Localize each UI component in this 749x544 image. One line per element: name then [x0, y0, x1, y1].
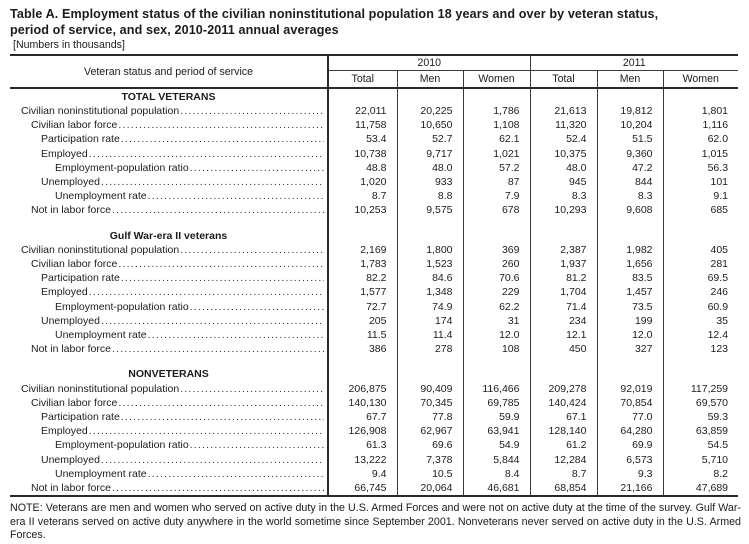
dot-leader: [148, 467, 324, 481]
cell-value: 2,169: [328, 243, 397, 257]
cell-value: 90,409: [397, 382, 463, 396]
cell-value: 12.0: [597, 328, 663, 342]
cell-value: 101: [663, 175, 738, 189]
cell-value: 1,577: [328, 285, 397, 299]
cell-value: 70,854: [597, 396, 663, 410]
dot-leader: [101, 453, 324, 467]
cell-value: 844: [597, 175, 663, 189]
cell-value: 11,320: [530, 118, 597, 132]
cell-value: 10,650: [397, 118, 463, 132]
cell-value: 369: [463, 243, 530, 257]
cell-value: 386: [328, 342, 397, 356]
cell-value: 10,293: [530, 203, 597, 217]
cell-value: 12.1: [530, 328, 597, 342]
table-body: [10, 88, 738, 496]
dot-leader: [190, 300, 324, 314]
cell-value: 174: [397, 314, 463, 328]
cell-value: 9,717: [397, 147, 463, 161]
cell-value: 20,225: [397, 104, 463, 118]
cell-value: 8.2: [663, 467, 738, 481]
cell-value: 61.2: [530, 438, 597, 452]
cell-value: 450: [530, 342, 597, 356]
cell-value: 77.8: [397, 410, 463, 424]
cell-value: 209,278: [530, 382, 597, 396]
row-label: Employment-population ratio: [55, 439, 189, 452]
row-label-cell: [10, 104, 328, 118]
cell-value: 1,457: [597, 285, 663, 299]
cell-value: 53.4: [328, 132, 397, 146]
column-header-men-2010: Men: [397, 70, 463, 88]
year-header-2010: 2010: [328, 55, 530, 70]
cell-value: 77.0: [597, 410, 663, 424]
row-label: Not in labor force: [31, 482, 111, 495]
dot-leader: [148, 189, 324, 203]
table-row: [10, 189, 738, 203]
row-label-cell: [10, 396, 328, 410]
cell-value: 128,140: [530, 424, 597, 438]
cell-value: 62.1: [463, 132, 530, 146]
cell-value: 62.2: [463, 300, 530, 314]
empty-cell: [663, 88, 738, 104]
cell-value: 229: [463, 285, 530, 299]
cell-value: 52.7: [397, 132, 463, 146]
cell-value: 405: [663, 243, 738, 257]
row-label-cell: [10, 271, 328, 285]
cell-value: 1,783: [328, 257, 397, 271]
table-row: [10, 285, 738, 299]
cell-value: 1,656: [597, 257, 663, 271]
dot-leader: [112, 481, 324, 495]
cell-value: 47.2: [597, 161, 663, 175]
table-title: [10, 7, 738, 38]
row-label-cell: [10, 467, 328, 481]
cell-value: 63,859: [663, 424, 738, 438]
cell-value: 51.5: [597, 132, 663, 146]
dot-leader: [101, 175, 324, 189]
dot-leader: [118, 257, 324, 271]
cell-value: 278: [397, 342, 463, 356]
dot-leader: [121, 132, 324, 146]
cell-value: 678: [463, 203, 530, 217]
cell-value: 205: [328, 314, 397, 328]
cell-value: 84.6: [397, 271, 463, 285]
dot-leader: [118, 118, 324, 132]
row-label-cell: [10, 285, 328, 299]
table-header: [10, 55, 738, 88]
cell-value: 327: [597, 342, 663, 356]
cell-value: 48.0: [397, 161, 463, 175]
cell-value: 246: [663, 285, 738, 299]
empty-cell: [328, 88, 397, 104]
row-label: Civilian labor force: [31, 396, 118, 409]
cell-value: 64,280: [597, 424, 663, 438]
row-label-cell: [10, 118, 328, 132]
table-row: [10, 243, 738, 257]
row-label: Participation rate: [41, 133, 120, 146]
cell-value: 10.5: [397, 467, 463, 481]
cell-value: 61.3: [328, 438, 397, 452]
cell-value: 260: [463, 257, 530, 271]
stub-header: Veteran status and period of service: [10, 55, 328, 88]
cell-value: 70.6: [463, 271, 530, 285]
row-label: Participation rate: [41, 411, 120, 424]
cell-value: 206,875: [328, 382, 397, 396]
footnote: NOTE: Veterans are men and women who served on active duty in the U.S. Armed Forces and were not on active duty at the time of the survey. Gulf War-era II veterans served on active duty anywhere in the world sometime since September 2001. Nonveterans never served on active duty in the U.S. Armed Forces.: [10, 502, 741, 542]
cell-value: 140,424: [530, 396, 597, 410]
table-row: [10, 481, 738, 496]
table-row: [10, 300, 738, 314]
table-row: [10, 203, 738, 217]
cell-value: 57.2: [463, 161, 530, 175]
row-label: Unemployment rate: [55, 467, 147, 480]
cell-value: 13,222: [328, 453, 397, 467]
cell-value: 52.4: [530, 132, 597, 146]
dot-leader: [112, 342, 324, 356]
row-label-cell: [10, 410, 328, 424]
row-label-cell: [10, 424, 328, 438]
cell-value: 123: [663, 342, 738, 356]
cell-value: 92,019: [597, 382, 663, 396]
row-label: Civilian labor force: [31, 119, 118, 132]
cell-value: 54.9: [463, 438, 530, 452]
cell-value: 1,800: [397, 243, 463, 257]
row-label-cell: [10, 300, 328, 314]
row-label: Unemployment rate: [55, 190, 147, 203]
row-label: Not in labor force: [31, 204, 111, 217]
dot-leader: [180, 104, 324, 118]
row-label: Unemployed: [41, 314, 100, 327]
cell-value: 87: [463, 175, 530, 189]
cell-value: 19,812: [597, 104, 663, 118]
dot-leader: [101, 314, 324, 328]
row-label-cell: [10, 342, 328, 356]
table-row: [10, 438, 738, 452]
dot-leader: [148, 328, 324, 342]
cell-value: 56.3: [663, 161, 738, 175]
cell-value: 82.2: [328, 271, 397, 285]
cell-value: 1,348: [397, 285, 463, 299]
row-label: Civilian noninstitutional population: [21, 105, 180, 117]
cell-value: 11.5: [328, 328, 397, 342]
row-label-cell: [10, 161, 328, 175]
section-heading: TOTAL VETERANS: [10, 88, 328, 104]
cell-value: 68,854: [530, 481, 597, 496]
empty-cell: [328, 218, 397, 243]
table-row: [10, 104, 738, 118]
cell-value: 48.0: [530, 161, 597, 175]
cell-value: 933: [397, 175, 463, 189]
table-row: [10, 161, 738, 175]
cell-value: 1,108: [463, 118, 530, 132]
cell-value: 47,689: [663, 481, 738, 496]
empty-cell: [597, 88, 663, 104]
cell-value: 12,284: [530, 453, 597, 467]
cell-value: 54.5: [663, 438, 738, 452]
cell-value: 5,844: [463, 453, 530, 467]
empty-cell: [663, 218, 738, 243]
row-label: Not in labor force: [31, 343, 111, 356]
cell-value: 126,908: [328, 424, 397, 438]
cell-value: 63,941: [463, 424, 530, 438]
row-label: Civilian noninstitutional population: [21, 243, 180, 256]
table-title-line2: period of service, and sex, 2010-2011 annual averages: [10, 22, 339, 37]
cell-value: 8.3: [597, 189, 663, 203]
cell-value: 74.9: [397, 300, 463, 314]
cell-value: 62.0: [663, 132, 738, 146]
cell-value: 8.8: [397, 189, 463, 203]
cell-value: 9,360: [597, 147, 663, 161]
cell-value: 7,378: [397, 453, 463, 467]
cell-value: 9,575: [397, 203, 463, 217]
cell-value: 1,982: [597, 243, 663, 257]
empty-cell: [397, 218, 463, 243]
empty-cell: [463, 88, 530, 104]
cell-value: 59.9: [463, 410, 530, 424]
cell-value: 140,130: [328, 396, 397, 410]
cell-value: 22,011: [328, 104, 397, 118]
table-row: [10, 396, 738, 410]
empty-cell: [530, 218, 597, 243]
dot-leader: [180, 243, 324, 257]
empty-cell: [397, 356, 463, 381]
table-row: [10, 342, 738, 356]
cell-value: 945: [530, 175, 597, 189]
cell-value: 1,116: [663, 118, 738, 132]
dot-leader: [112, 203, 324, 217]
cell-value: 1,801: [663, 104, 738, 118]
cell-value: 69,785: [463, 396, 530, 410]
cell-value: 9.4: [328, 467, 397, 481]
column-header-total-2011: Total: [530, 70, 597, 88]
dot-leader: [89, 424, 324, 438]
table-row: [10, 175, 738, 189]
section-heading-row: [10, 218, 738, 243]
cell-value: 21,166: [597, 481, 663, 496]
row-label-cell: [10, 314, 328, 328]
cell-value: 7.9: [463, 189, 530, 203]
cell-value: 199: [597, 314, 663, 328]
cell-value: 69,570: [663, 396, 738, 410]
dot-leader: [121, 271, 324, 285]
row-label: Civilian labor force: [31, 258, 118, 271]
table-row: [10, 410, 738, 424]
empty-cell: [463, 356, 530, 381]
cell-value: 60.9: [663, 300, 738, 314]
row-label-cell: [10, 453, 328, 467]
cell-value: 1,020: [328, 175, 397, 189]
cell-value: 12.0: [463, 328, 530, 342]
empty-cell: [597, 218, 663, 243]
cell-value: 281: [663, 257, 738, 271]
row-label: Unemployed: [41, 453, 100, 466]
row-label-cell: [10, 382, 328, 396]
row-label-cell: [10, 438, 328, 452]
table-title-line1: Table A. Employment status of the civilian noninstitutional population 18 years and over by veteran status,: [10, 7, 659, 21]
table-row: [10, 271, 738, 285]
cell-value: 10,375: [530, 147, 597, 161]
row-label-cell: [10, 175, 328, 189]
cell-value: 11.4: [397, 328, 463, 342]
section-heading: Gulf War-era II veterans: [10, 218, 328, 243]
empty-cell: [328, 356, 397, 381]
year-header-2011: 2011: [530, 55, 738, 70]
cell-value: 2,387: [530, 243, 597, 257]
cell-value: 48.8: [328, 161, 397, 175]
cell-value: 46,681: [463, 481, 530, 496]
table-row: [10, 424, 738, 438]
cell-value: 1,704: [530, 285, 597, 299]
section-heading: NONVETERANS: [10, 356, 328, 381]
table-row: [10, 257, 738, 271]
row-label: Employed: [41, 286, 88, 299]
row-label: Employed: [41, 425, 88, 438]
cell-value: 69.5: [663, 271, 738, 285]
cell-value: 8.4: [463, 467, 530, 481]
cell-value: 67.1: [530, 410, 597, 424]
row-label-cell: [10, 147, 328, 161]
row-label-cell: [10, 203, 328, 217]
cell-value: 69.6: [397, 438, 463, 452]
cell-value: 10,253: [328, 203, 397, 217]
dot-leader: [118, 396, 324, 410]
empty-cell: [397, 88, 463, 104]
empty-cell: [463, 218, 530, 243]
table-row: [10, 147, 738, 161]
row-label-cell: [10, 243, 328, 257]
section-heading-row: [10, 88, 738, 104]
column-header-women-2010: Women: [463, 70, 530, 88]
empty-cell: [597, 356, 663, 381]
row-label: Employed: [41, 147, 88, 160]
row-label: Participation rate: [41, 272, 120, 285]
cell-value: 11,758: [328, 118, 397, 132]
row-label-cell: [10, 132, 328, 146]
cell-value: 117,259: [663, 382, 738, 396]
cell-value: 70,345: [397, 396, 463, 410]
cell-value: 62,967: [397, 424, 463, 438]
cell-value: 20,064: [397, 481, 463, 496]
cell-value: 1,015: [663, 147, 738, 161]
table-row: [10, 467, 738, 481]
row-label: Unemployed: [41, 176, 100, 189]
dot-leader: [190, 438, 324, 452]
employment-status-table: [10, 54, 738, 497]
cell-value: 116,466: [463, 382, 530, 396]
table-row: [10, 132, 738, 146]
row-label: Unemployment rate: [55, 329, 147, 342]
cell-value: 69.9: [597, 438, 663, 452]
column-header-women-2011: Women: [663, 70, 738, 88]
cell-value: 10,204: [597, 118, 663, 132]
cell-value: 8.7: [530, 467, 597, 481]
cell-value: 9.3: [597, 467, 663, 481]
row-label-cell: [10, 189, 328, 203]
row-label: Civilian noninstitutional population: [21, 382, 180, 395]
cell-value: 73.5: [597, 300, 663, 314]
row-label: Employment-population ratio: [55, 300, 189, 313]
cell-value: 1,937: [530, 257, 597, 271]
table-row: [10, 314, 738, 328]
cell-value: 31: [463, 314, 530, 328]
cell-value: 83.5: [597, 271, 663, 285]
cell-value: 21,613: [530, 104, 597, 118]
cell-value: 6,573: [597, 453, 663, 467]
cell-value: 1,523: [397, 257, 463, 271]
cell-value: 59.3: [663, 410, 738, 424]
units-note: [Numbers in thousands]: [13, 39, 125, 51]
empty-cell: [530, 356, 597, 381]
cell-value: 1,786: [463, 104, 530, 118]
empty-cell: [663, 356, 738, 381]
table-row: [10, 453, 738, 467]
cell-value: 5,710: [663, 453, 738, 467]
cell-value: 67.7: [328, 410, 397, 424]
cell-value: 10,738: [328, 147, 397, 161]
cell-value: 8.7: [328, 189, 397, 203]
cell-value: 1,021: [463, 147, 530, 161]
table-row: [10, 328, 738, 342]
cell-value: 72.7: [328, 300, 397, 314]
row-label-cell: [10, 328, 328, 342]
table-row: [10, 382, 738, 396]
cell-value: 71.4: [530, 300, 597, 314]
cell-value: 685: [663, 203, 738, 217]
column-header-total-2010: Total: [328, 70, 397, 88]
cell-value: 8.3: [530, 189, 597, 203]
dot-leader: [190, 161, 324, 175]
year-header-row: [10, 55, 738, 70]
section-heading-row: [10, 356, 738, 381]
cell-value: 35: [663, 314, 738, 328]
dot-leader: [180, 382, 324, 396]
dot-leader: [121, 410, 324, 424]
table-row: [10, 118, 738, 132]
empty-cell: [530, 88, 597, 104]
dot-leader: [89, 147, 324, 161]
cell-value: 108: [463, 342, 530, 356]
cell-value: 234: [530, 314, 597, 328]
row-label-cell: [10, 257, 328, 271]
row-label: Employment-population ratio: [55, 161, 189, 174]
cell-value: 81.2: [530, 271, 597, 285]
column-header-men-2011: Men: [597, 70, 663, 88]
cell-value: 9,608: [597, 203, 663, 217]
dot-leader: [89, 285, 324, 299]
cell-value: 9.1: [663, 189, 738, 203]
cell-value: 12.4: [663, 328, 738, 342]
cell-value: 66,745: [328, 481, 397, 496]
row-label-cell: [10, 481, 328, 496]
